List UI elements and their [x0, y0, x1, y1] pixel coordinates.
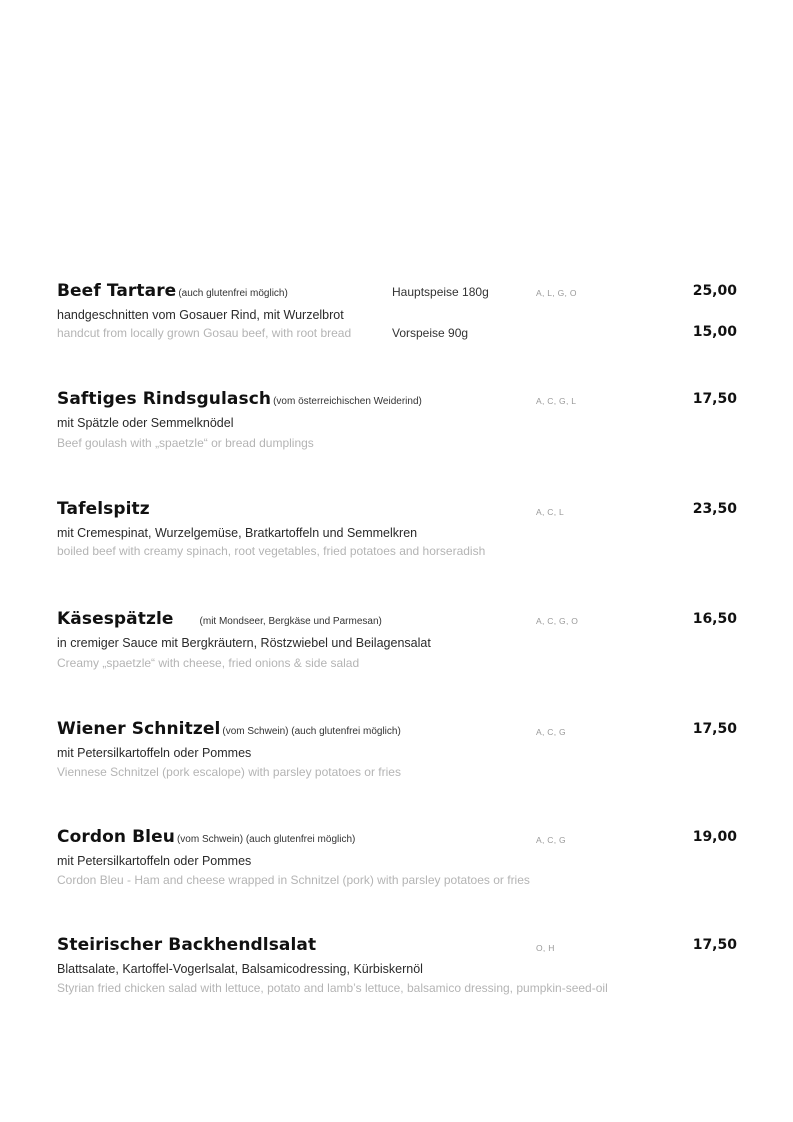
menu-item-rindsgulasch — [57, 389, 737, 453]
item-name: Saftiges Rindsgulasch — [57, 389, 272, 409]
item-name: Steirischer Backhendlsalat — [57, 935, 317, 955]
price-starter: 15,00 — [692, 324, 737, 340]
description-german: handgeschnitten vom Gosauer Rind, mit Wurzelbrot — [57, 308, 344, 322]
menu-item-kaesespaetzle — [57, 609, 737, 673]
description-english: Cordon Bleu - Ham and cheese wrapped in Schnitzel (pork) with parsley potatoes or fries — [57, 873, 530, 887]
price: 19,00 — [692, 829, 737, 845]
menu-item-tafelspitz — [57, 499, 737, 563]
price: 17,50 — [692, 937, 737, 953]
description-english: boiled beef with creamy spinach, root vegetables, fried potatoes and horseradish — [57, 544, 486, 558]
description-english: Creamy „spaetzle“ with cheese, fried onions & side salad — [57, 656, 360, 670]
description-german: mit Spätzle oder Semmelknödel — [57, 416, 234, 430]
item-name: Käsespätzle — [57, 609, 174, 629]
price-main: 25,00 — [692, 283, 737, 299]
allergen-codes: A, C, L — [536, 507, 565, 517]
item-name: Cordon Bleu — [57, 827, 175, 847]
item-title-line — [57, 935, 316, 955]
item-name: Tafelspitz — [57, 499, 150, 519]
allergen-codes: A, C, G, O — [536, 616, 579, 626]
menu-item-cordon-bleu — [57, 827, 737, 891]
item-note: (vom Schwein) (auch glutenfrei möglich) — [222, 726, 401, 737]
item-title-line — [57, 389, 422, 409]
item-note: (vom Schwein) (auch glutenfrei möglich) — [176, 834, 356, 845]
price: 16,50 — [692, 611, 737, 627]
item-note: (auch glutenfrei möglich) — [178, 288, 288, 299]
item-name: Wiener Schnitzel — [57, 719, 221, 739]
description-german: mit Cremespinat, Wurzelgemüse, Bratkartoffeln und Semmelkren — [57, 526, 418, 540]
price: 17,50 — [692, 391, 737, 407]
portion-starter: Vorspeise 90g — [392, 326, 469, 340]
description-english: Viennese Schnitzel (pork escalope) with parsley potatoes or fries — [57, 765, 401, 779]
allergen-codes: A, C, G — [536, 727, 566, 737]
item-note: (mit Mondseer, Bergkäse und Parmesan) — [199, 616, 382, 627]
allergen-codes: A, C, G, L — [536, 396, 577, 406]
description-english: Beef goulash with „spaetzle“ or bread dumplings — [57, 436, 314, 450]
allergen-codes: O, H — [536, 943, 555, 953]
allergen-codes: A, C, G — [536, 835, 566, 845]
price: 17,50 — [692, 721, 737, 737]
description-english: handcut from locally grown Gosau beef, with root bread — [57, 326, 352, 340]
description-german: mit Petersilkartoffeln oder Pommes — [57, 746, 252, 760]
description-german: mit Petersilkartoffeln oder Pommes — [57, 854, 252, 868]
menu-item-beef-tartare — [57, 281, 737, 351]
item-name: Beef Tartare — [57, 281, 177, 301]
item-note: (vom österreichischen Weiderind) — [273, 396, 422, 407]
price: 23,50 — [692, 501, 737, 517]
menu-item-backhendlsalat — [57, 935, 737, 999]
item-title-line — [57, 499, 150, 519]
item-title-line — [57, 827, 355, 847]
portion-main: Hauptspeise 180g — [392, 285, 489, 299]
description-german: in cremiger Sauce mit Bergkräutern, Röstzwiebel und Beilagensalat — [57, 636, 431, 650]
item-title-line — [57, 281, 288, 301]
description-german: Blattsalate, Kartoffel-Vogerlsalat, Balsamicodressing, Kürbiskernöl — [57, 962, 423, 976]
menu-item-wiener-schnitzel — [57, 719, 737, 783]
item-title-line — [57, 719, 401, 739]
description-english: Styrian fried chicken salad with lettuce, potato and lamb’s lettuce, balsamico dressing, pumpkin-seed-oil — [57, 981, 608, 995]
item-title-line — [57, 609, 382, 629]
allergen-codes: A, L, G, O — [536, 288, 577, 298]
